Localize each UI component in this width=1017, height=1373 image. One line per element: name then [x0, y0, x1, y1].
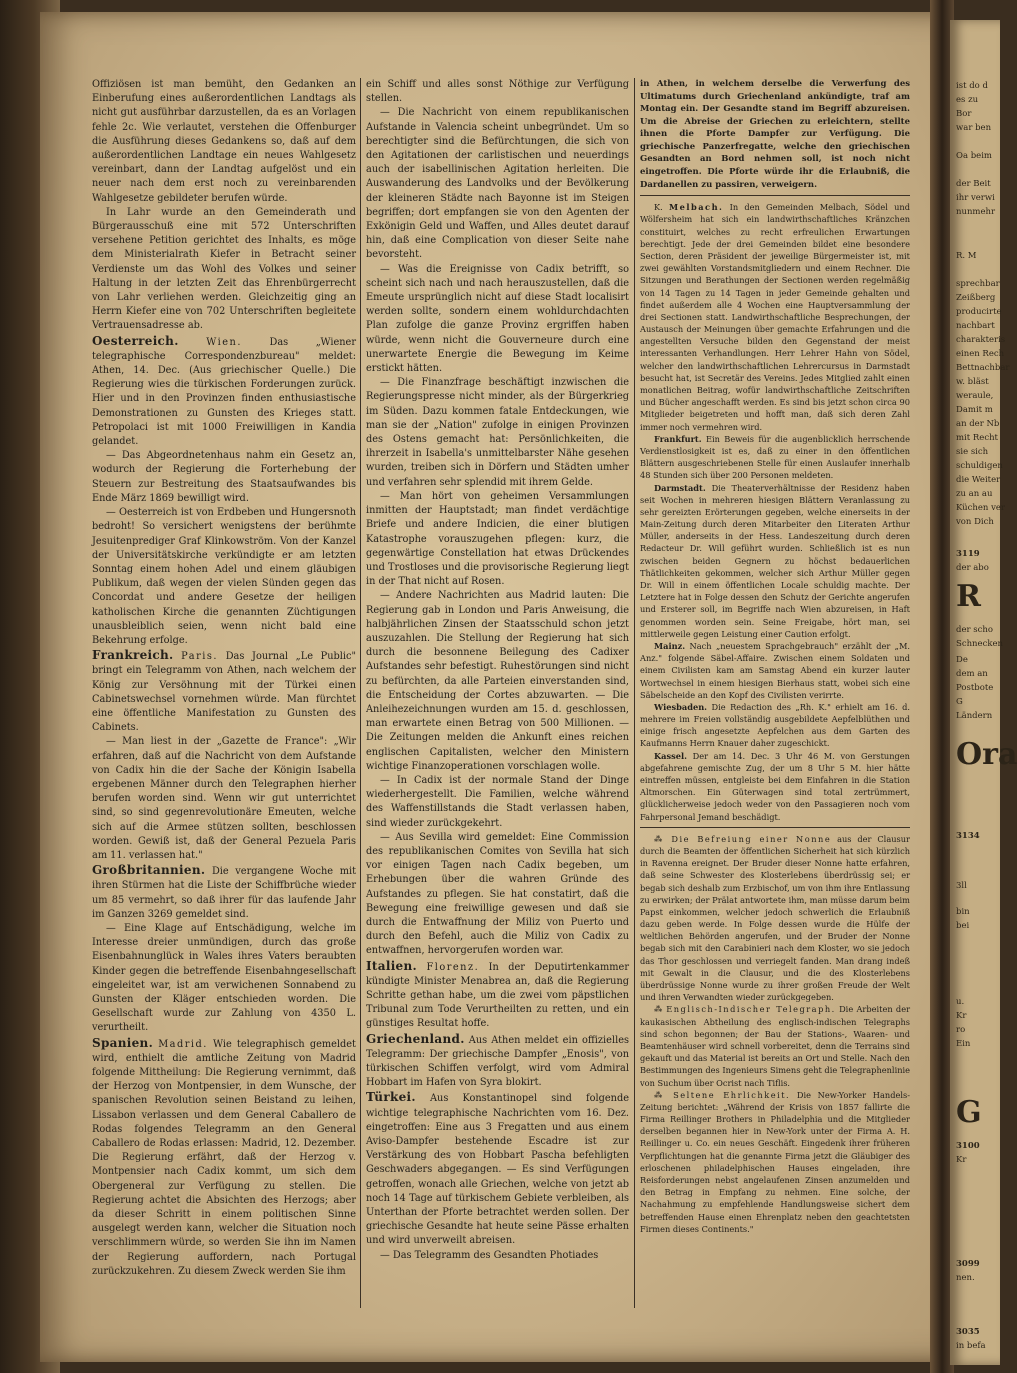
- ad-number: 3119: [956, 549, 980, 559]
- article-paragraph: — Oesterreich ist von Erdbeben und Hungersnoth bedroht! So versichert wenigstens der berühmte Jesuitenprediger Graf Klinkowström. Von der Kanzel der Universitätskirche verkündigte er am letzten Sonntag einem hohen Adel und einem gläubigen Publikum, daß wegen der vielen Sünden gegen das Concordat und andere Gesetze der heiligen katholischen Kirche die genannten Züchtigungen unausbleiblich seien, wenn nicht bald eine Bekehrung erfolge.: [92, 507, 356, 646]
- adjacent-text-line: ro: [956, 1025, 966, 1035]
- section-divider: [640, 195, 910, 196]
- article-text: Wie telegraphisch gemeldet wird, enthielt die amtliche Zeitung von Madrid folgende Mittheilung: Die Regierung vernimmt, daß der Herzog von Montpensier, in dem Wunsche, der spanischen Revolution seinen Beistand zu leihen, Lissabon verlassen und dem General Caballero de Rodas folgendes Telegramm an den General Caballero de Rodas erlassen: Madrid, 12. Dezember. Die Regierung erfährt, daß der Herzog v. Montpensier nach Cadix kommt, um sich dem Obergeneral zur Verfügung zu stellen. Die Regierung achtet die Absichten des Herzogs; aber da dieser Schritt in einem politischen Sinne ausgelegt werden kann, welcher die Situation noch verschlimmern würde, so werden Sie ihn im Namen der Regierung auffordern, nach Portugal zurückzukehren. Zu diesem Zweck werden Sie ihm: [92, 1038, 356, 1277]
- section-heading-tuerkei: Türkei.: [366, 1090, 416, 1105]
- article-paragraph: [640, 1089, 910, 1235]
- article-text: Die vergangene Woche mit ihren Stürmen hat die Liste der Schiffbrüche wieder um 85 vermehrt, so daß ihrer für das laufende Jahr im Ganzen 3269 gemeldet sind.: [92, 866, 356, 920]
- adjacent-text-line: G: [956, 697, 963, 707]
- adjacent-text-line: nachbart: [956, 321, 995, 331]
- column-1: [92, 78, 356, 1279]
- adjacent-text-line: De: [956, 655, 968, 665]
- article-paragraph: [92, 648, 356, 735]
- adjacent-text-line: Kr: [956, 1011, 967, 1021]
- article-text: Die Arbeiten der kaukasischen Abtheilung des englisch-indischen Telegraphs sind schon begonnen; der Bau der Stations-, Waaren- und Beamtenhäuser wird schnell vorbereitet, denn die Terrains sind gekauft und das Material ist bereits an Ort und Stelle. Nach den Bestimmungen des Ingenieurs Simens geht die Telegraphenlinie von Suchum über Ocrist nach Tiflis.: [640, 1004, 911, 1088]
- adjacent-text-line: es zu: [956, 95, 979, 105]
- section-heading-grossbritannien: Großbritannien.: [92, 863, 206, 878]
- article-paragraph: ein Schiff und alles sonst Nöthige zur Verfügung stellen.: [366, 79, 629, 105]
- article-text: Nach „neuestem Sprachgebrauch" erzählt der „M. Anz." folgende Säbel-Affaire. Zwischen einem Soldaten und einem Civilisten kam am Samstag Abend ein kurzer lauter Wortwechsel in einem hiesigen Bierhaus statt, wobei sich eine Säbelscheide an den Kopf des Civilisten verirrte.: [640, 640, 910, 700]
- article-paragraph: — Aus Sevilla wird gemeldet: Eine Commission des republikanischen Comites von Sevilla hat sich vor einigen Tagen nach Cadix begeben, um Erhebungen über die wahren Gründe des Aufstandes zu pflegen. Sie hat constatirt, daß die Bewegung eine freiwillige gewesen und daß sie durch die Entwaffnung der Miliz von Puerto und durch den Befehl, auch die Miliz von Cadix zu entwaffnen, hervorgerufen worden war.: [366, 831, 629, 957]
- article-paragraph: [640, 433, 910, 482]
- article-paragraph: — Andere Nachrichten aus Madrid lauten: Die Regierung gab in London und Paris Anweisung, die halbjährlichen Zinsen der Staatsschuld schon jetzt auszuzahlen. Die Stellung der Regierung hat sich durch die besonnene Beilegung des Cadixer Aufstandes sehr befestigt. Ruhestörungen sind nicht zu befürchten, da alle Parteien einverstanden sind, die Entscheidung der Cortes abzuwarten. — Die Anleihezeichnungen wurden am 15. d. geschlossen, man erwartete einen Betrag von 500 Millionen. — Die Zeitungen melden die Ankunft eines reichen englischen Capitalisten, welcher den Ministern wichtige Finanzoperationen vorschlagen wolle.: [366, 590, 629, 772]
- adjacent-text-line: einen Rech: [956, 349, 1005, 359]
- adjacent-text-line: Oa beim: [956, 151, 992, 161]
- adjacent-text-line: producirte: [956, 307, 1002, 317]
- asterism-icon: ⁂: [654, 833, 666, 844]
- adjacent-text-line: ihr verwi: [956, 193, 995, 203]
- section-divider: [640, 827, 910, 828]
- article-paragraph: [366, 1090, 629, 1248]
- adjacent-text-line: 3ll: [956, 881, 967, 891]
- ad-number: 3100: [956, 1141, 980, 1151]
- article-paragraph: [640, 640, 910, 701]
- section-heading-italien: Italien.: [366, 958, 417, 973]
- section-heading-griechenland: Griechenland.: [366, 1031, 465, 1046]
- column-2: [366, 78, 629, 1263]
- dateline: Mainz.: [654, 640, 686, 651]
- article-paragraph: Offiziösen ist man bemüht, den Gedanken an Einberufung eines außerordentlichen Landtags als nicht gut ausführbar darzustellen, da es an Vorlagen fehle 2c. Wie verlautet, verstehen die Offenburger die Ausführung dieses Gedankens so, daß auf dem außerordentlichen Landtage ein neues Wahlgesetz vereinbart, dann der Landtag aufgelöst und ein neuer nach dem erst noch zu vereinbarenden Wahlgesetze gebildeter berufen würde.: [92, 79, 356, 204]
- article-text: Die Theaterverhältnisse der Residenz haben seit Wochen in mehreren hiesigen Blättern Veranlassung zu sehr gereizten Erörterungen gegeben, welche einerseits in der Main-Zeitung durch deren Mitarbeiter den Literaten Arthur Müller, anderseits in der Hess. Landeszeitung durch deren Redacteur Dr. Will geführt wurden. Schließlich ist es nun zwischen beiden Gegnern zu höchst bedauerlichen Thätlichkeiten gekommen, welcher sich Arthur Müller gegen Dr. Will in einem öffentlichen Locale schuldig machte. Der Letztere hat in Folge dessen den Schutz der Gerichte angerufen und Ersterer soll, im Begriffe nach Wien abzureisen, in Haft genommen worden sein. Seine Freigabe, hört man, sei mittlerweile gegen Leistung einer Caution erfolgt.: [640, 482, 910, 639]
- adjacent-text-line: ist do d: [956, 81, 988, 91]
- adjacent-text-line: der Beit: [956, 179, 991, 189]
- column-rule: [360, 78, 361, 1308]
- dateline: Wiesbaden.: [654, 701, 708, 712]
- adjacent-text-line: nunmehr: [956, 207, 996, 217]
- adjacent-text-line: weraule,: [956, 391, 994, 401]
- adjacent-text-line: sprechbar: [956, 279, 1000, 289]
- article-text: aus der Clausur durch die Beamten der öffentlichen Sicherheit hat sich kürzlich in Ravenna ereignet. Der Bruder dieser Nonne hatte erfahren, daß seine Schwester des Klosterlebens überdrüssig sei; er begab sich deshalb zum Erzbischof, um von ihm ihre Entlassung zu erwirken; der Prälat antwortete ihm, man müsse darum beim Papst einkommen, welcher jedoch schwerlich die Erlaubniß dazu geben werde. In Folge dessen wurde die Hülfe der weltlichen Behörden angerufen, und der Bruder der Nonne begab sich mit den Carabinieri nach dem Kloster, wo sie jedoch das Thor geschlossen und verriegelt fanden. Man drang indeß mit Gewalt in die Clausur, und die des Klosterlebens überdrüssige Nonne wurde zu ihrer großen Freude der Welt und ihren Verwandten wieder zurückgegeben.: [640, 833, 910, 1003]
- dateline: Kassel.: [654, 750, 687, 761]
- dateline: Darmstadt.: [654, 482, 706, 493]
- article-text: Der am 14. Dec. 3 Uhr 46 M. von Gerstungen abgefahrene gemischte Zug, der um 8 Uhr 5 M. hier hätte eintreffen müssen, entgleiste bei dem Einfahren in die Station Altmorschen. Ein Güterwagen sind total zertrümmert, glücklicherweise jedoch weder von den Passagieren noch vom Fahrpersonal Jemand beschädigt.: [640, 750, 910, 822]
- column-3: [640, 78, 910, 1235]
- article-paragraph: — Was die Ereignisse von Cadix betrifft, so scheint sich nach und nach herauszustellen, daß die Emeute ursprünglich nicht auf diese Stadt localisirt werden sollte, sondern einem wohldurchdachten Plan zufolge die ganze Provinz ergriffen haben würde, wenn nicht die Gouverneure durch eine unerwartete Energie die Bewegung im Keime erstickt hätten.: [366, 263, 629, 375]
- dateline: Florenz.: [426, 961, 480, 973]
- adjacent-text-line: Ländern: [956, 711, 993, 721]
- article-paragraph: — Eine Klage auf Entschädigung, welche im Interesse dreier unmündigen, durch das große Eisenbahnunglück in Wales ihres Vaters beraubten Kinder gegen die betreffende Eisenbahngesellschaft eingeleitet war, ist am verwichenen Sonnabend zu Gunsten der Kläger entschieden worden. Die Gesellschaft wurde zur Zahlung von 4350 L. verurtheilt.: [92, 922, 356, 1034]
- adjacent-text-line: u.: [956, 997, 965, 1007]
- adjacent-text-line: Damit m: [956, 405, 993, 415]
- adjacent-text-line: von Dich: [956, 517, 994, 527]
- article-paragraph: In Lahr wurde an den Gemeinderath und Bürgerausschuß eine mit 572 Unterschriften versehene Petition gerichtet des Inhalts, es möge dem Ministerialrath Kiefer in Betracht seiner Verdienste um das Wohl des Volkes und seiner Haltung in der letzten Zeit das Ehrenbürgerrecht von Lahr verliehen werden. Gleichzeitig ging an Herrn Kiefer eine von 702 Unterschriften begleitete Vertrauensadresse ab.: [92, 206, 356, 332]
- regional-news: [640, 201, 910, 823]
- adjacent-text-line: der abo: [956, 563, 989, 573]
- adjacent-text-line: mit Recht: [956, 433, 998, 443]
- adjacent-text-line: die Weiter: [956, 475, 1001, 485]
- article-paragraph: [366, 1032, 629, 1091]
- adjacent-text-line: Kr: [956, 1155, 967, 1165]
- article-text: In der Deputirtenkammer kündigte Minister Menabrea an, daß die Regierung Schritte gethan habe, um die zwei vom päpstlichen Tribunal zum Tode Verurtheilten zu retten, und ein günstiges Resultat hoffe.: [366, 961, 629, 1030]
- article-text: Das Journal „Le Public" bringt ein Telegramm von Athen, nach welchem der König zur Versöhnung mit der Türkei einen Cabinetswechsel vornehmen würde. Man fürchtet eine öffentliche Manifestation zu Gunsten des Cabinets.: [92, 651, 356, 734]
- adjacent-text-line: Postbote: [956, 683, 994, 693]
- article-paragraph: — Man hört von geheimen Versammlungen inmitten der Hauptstadt; man findet verdächtige Briefe und andere Indicien, die einer blutigen Katastrophe vorauszugehen pflegen: kurz, die gegenwärtige Constellation hat etwas Drückendes und Trostloses und die provisorische Regierung liegt in der That nicht auf Rosen.: [366, 490, 629, 588]
- article-paragraph: — Das Telegramm des Gesandten Photiades: [380, 1249, 599, 1261]
- article-paragraph: — Das Abgeordnetenhaus nahm ein Gesetz an, wodurch der Regierung die Forterhebung der Steuern zur Bestreitung des Staatsaufwandes bis Ende März 1869 bewilligt wird.: [92, 450, 356, 504]
- adjacent-text-line: bei: [956, 921, 970, 931]
- ad-heading: Ora: [956, 737, 1017, 772]
- adjacent-text-line: charakteris: [956, 335, 1006, 345]
- ad-number: 3035: [956, 1327, 980, 1337]
- adjacent-text-line: Bor: [956, 109, 972, 119]
- adjacent-text-line: an der Nb: [956, 419, 1000, 429]
- article-paragraph: [640, 833, 910, 1004]
- ad-heading: R: [956, 579, 981, 614]
- byline: K.: [654, 202, 663, 213]
- article-paragraph: — In Cadix ist der normale Stand der Dinge wiederhergestellt. Die Familien, welche während des Waffenstillstands die Stadt verlassen haben, sind wieder zurückgekehrt.: [366, 774, 629, 829]
- article-paragraph: [640, 750, 910, 823]
- dateline: Madrid.: [158, 1038, 208, 1050]
- article-title: Die Befreiung einer Nonne: [671, 833, 832, 844]
- ad-heading: G: [956, 1095, 982, 1130]
- adjacent-text-line: R. M: [956, 251, 977, 261]
- article-paragraph: [92, 863, 356, 922]
- section-heading-frankreich: Frankreich.: [92, 648, 174, 663]
- dateline: Paris.: [181, 651, 219, 663]
- article-paragraph: — Man liest in der „Gazette de France": „Wir erfahren, daß auf die Nachricht von dem Aufstande von Cadix hin die der Sache der Königin Isabella ergebenen Männer durch den Telegraphen hierher berufen worden sind. Wenn wir gut unterrichtet sind, so sind gegenrevolutionäre Emeuten, welche sich auf die Armee stützen sollten, beschlossen worden. Gewiß ist, daß der General Pezuela Paris am 11. verlassen hat.": [92, 736, 356, 861]
- article-paragraph: [92, 334, 356, 450]
- article-paragraph: — Die Nachricht von einem republikanischen Aufstande in Valencia scheint unbegründet. Um so berechtigter sind die Befürchtungen, die sich von den Agitationen der carlistischen und neuerdings auch der isabellinischen Agitation herleiten. Die Auswanderung des Landvolks und der Bevölkerung der kleineren Städte nach Bayonne ist im Steigen begriffen; dort empfangen sie von den Agenten der Exkönigin Geld und Waffen, und Alles deutet darauf hin, daß eine Complication von dieser Seite nahe bevorsteht.: [366, 107, 629, 261]
- adjacent-text-line: Ein: [956, 1039, 971, 1049]
- dateline: Wien.: [206, 336, 242, 348]
- article-text: Aus Konstantinopel sind folgende wichtige telegraphische Nachrichten vom 16. Dez. eingetroffen: Eine aus 3 Fregatten und aus einem Aviso-Dampfer bestehende Escadre ist zur Verstärkung des von Hobbart Pascha befehligten Geschwaders abgegangen. — Es sind Verfügungen getroffen, wonach alle Griechen, welche von jetzt ab noch 14 Tage auf türkischem Gebiete verbleiben, als Unterthan der Pforte betrachtet werden sollen. Der griechische Gesandte hat heute seine Pässe erhalten und wird unverweilt abreisen.: [366, 1093, 629, 1247]
- article-text: Die Redaction des „Rh. K." erhielt am 16. d. mehrere im Freien vollständig ausgebildete Aepfelblüthen und einige frisch angesetzte Aepfelchen aus dem Garten des Kaufmanns Herrn Knauer daher zugeschickt.: [640, 701, 910, 749]
- adjacent-text-line: Schnecken: [956, 639, 1003, 649]
- article-text: Ein Beweis für die augenblicklich herrschende Verdienstlosigkeit ist es, daß zu einer in den öffentlichen Blättern ausgeschriebenen Stelle für einen Auslaufer innerhalb 48 Stunden sich über 200 Personen meldeten.: [640, 433, 910, 481]
- asterism-icon: ⁂: [654, 1004, 663, 1015]
- adjacent-text-line: in befa: [956, 1341, 986, 1351]
- article-text: Das „Wiener telegraphische Correspondenzbureau" meldet: Athen, 14. Dec. (Aus griechischer Quelle.) Die Regierung wies die türkischen Forderungen zurück. Hier und in den Provinzen finden enthusiastische Demonstrationen zu Gunsten des Krieges statt. Petropolaci ist mit 1000 Freiwilligen in Kandia gelandet.: [92, 336, 356, 448]
- asterism-icon: ⁂: [654, 1089, 667, 1100]
- article-paragraph: — Die Finanzfrage beschäftigt inzwischen die Regierungspresse nicht minder, als der Bürgerkrieg im Süden. Dazu kommen fatale Entdeckungen, wie man sie der „Nation" zufolge in einigen Provinzen des Ostens gemacht hat: Persönlichkeiten, die ihrerzeit in Isabella's unmittelbarster Nähe gesehen wurden, treiben sich in Dörfern und Städten umher und verfahren sehr splendid mit ihrem Gelde.: [366, 377, 629, 488]
- article-text: In den Gemeinden Melbach, Södel und Wölfersheim hat sich ein landwirthschaftliches Kränzchen constituirt, welches zu recht erfreulichen Erwartungen berechtigt. Jede der drei Gemeinden bildet eine besondere Section, deren Präsident der jeweilige Bürgermeister ist, mit zwei gewählten Vorstandsmitgliedern und einem Rechner. Die Sitzungen und Berathungen der Sectionen werden regelmäßig von 14 Tagen zu 14 Tagen in jeder Gemeinde gehalten und findet außerdem alle 4 Wochen eine Hauptversammlung der drei Sectionen statt. Landwirthschaftliche Besprechungen, der Austausch der Meinungen über gemachte Erfahrungen und die angestellten Versuche bilden den Gegenstand der meist interessanten Verhandlungen. Herr Lehrer Hahn von Södel, welcher den landwirthschaftlichen Lehrercursus in Darmstadt besucht hat, ist Secretär des Vereins. Jedes Mitglied zahlt einen monatlichen Beitrag, wofür landwirthschaftliche Zeitschriften und Bücher angeschafft werden. Es sind bis jetzt schon circa 90 Mitglieder beigetreten und hofft man, daß sich deren Zahl immer noch vermehren wird.: [640, 202, 911, 432]
- adjacent-text-line: Küchen ver: [956, 503, 1005, 513]
- article-paragraph: in Athen, in welchem derselbe die Verwerfung des Ultimatums durch Griechenland ankündigte, traf am Montag ein. Der Gesandte stand im Begriff abzureisen. Um die Abreise der Griechen zu erleichtern, stellte ihnen die Pforte Dampfer zur Verfügung. Die griechische Panzerfregatte, welche den griechischen Gesandten an Bord nehmen soll, ist noch nicht eingetroffen. Die Pforte würde ihr die Erlaubniß, die Dardanellen zu passiren, verweigern.: [640, 79, 910, 190]
- adjacent-text-line: bin: [956, 907, 970, 917]
- ad-number: 3099: [956, 1259, 980, 1269]
- adjacent-text-line: dem an: [956, 669, 988, 679]
- adjacent-text-line: sie sich: [956, 447, 989, 457]
- adjacent-text-line: schuldigen: [956, 461, 1003, 471]
- section-heading-spanien: Spanien.: [92, 1035, 154, 1050]
- adjacent-text-line: war ben: [956, 123, 992, 133]
- article-paragraph: [640, 701, 910, 750]
- ad-number: 3134: [956, 831, 980, 841]
- adjacent-text-line: Bettnachbar: [956, 363, 1010, 373]
- adjacent-page-edge: [950, 20, 1017, 1365]
- dateline: Melbach.: [668, 202, 724, 213]
- adjacent-text-line: Zeißberg: [956, 293, 996, 303]
- section-heading-oesterreich: Oesterreich.: [92, 333, 179, 348]
- adjacent-text-line: der scho: [956, 625, 993, 635]
- adjacent-text-line: w. bläst: [956, 377, 989, 387]
- article-text: Die New-Yorker Handels-Zeitung berichtet: „Während der Krisis von 1857 fallirte die Firma Reillinger Brothers in Philadelphia und die Mitglieder derselben begannen hier in New-York unter der Firma A. H. Reillinger u. Co. ein neues Geschäft. Eingedenk ihrer früheren Verpflichtungen hat die genannte Firma jetzt die Gläubiger des erloschenen philadelphischen Hauses eingeladen, ihre Reisforderungen nebst angelaufenen Zinsen anzumelden und den Betrag in Empfang zu nehmen. Eine solche, der Nachahmung zu empfehlende Handlungsweise sichert dem betreffenden Hause einen Ehrenplatz neben den geachtetsten Firmen dieses Continents.": [640, 1089, 910, 1234]
- adjacent-text-line: nen.: [956, 1273, 975, 1283]
- article-text: Aus Athen meldet ein offizielles Telegramm: Der griechische Dampfer „Enosis", von türkischen Schiffen verfolgt, wird vom Admiral Hobbart im Hafen von Syra blokirt.: [366, 1034, 629, 1089]
- dateline: Frankfurt.: [654, 433, 702, 444]
- adjacent-text-line: zu an au: [956, 489, 993, 499]
- article-paragraph: [640, 1003, 910, 1088]
- article-paragraph: [92, 1036, 356, 1279]
- article-title: Englisch-Indischer Telegraph.: [666, 1004, 836, 1015]
- column-rule: [634, 78, 635, 1308]
- article-title: Seltene Ehrlichkeit.: [673, 1089, 791, 1100]
- article-paragraph: [640, 201, 910, 433]
- article-paragraph: [640, 482, 910, 640]
- article-paragraph: [366, 959, 629, 1032]
- miscellany: [640, 833, 910, 1235]
